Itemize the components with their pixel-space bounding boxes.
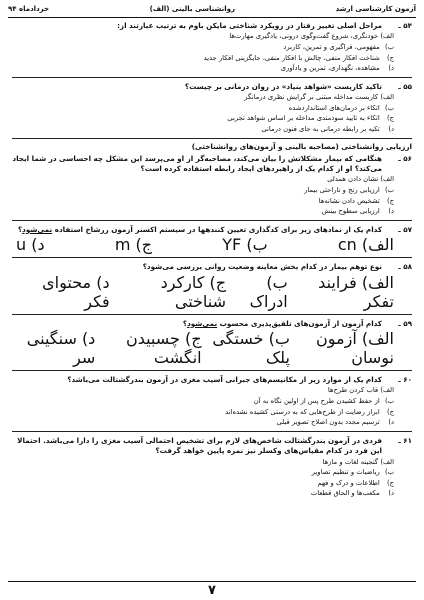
option-b[interactable]: ب) ریاضیات و تنظیم تصاویر (311, 468, 394, 477)
option-d[interactable]: د) محتوای فکر (42, 272, 110, 311)
option-a[interactable]: الف) نشان دادن همدلی (327, 175, 394, 184)
option-b[interactable]: ب) ارزیابی رنج و ناراحتی بیمار (304, 185, 394, 194)
question-number: ۵۷ ـ (398, 224, 412, 234)
question-number: ۵۸ ـ (398, 262, 412, 272)
option-a[interactable]: الف) cn (337, 235, 394, 255)
option-d[interactable]: د) u (16, 235, 45, 255)
option-a[interactable]: الف) قاب کردن طرح‌ها (327, 386, 394, 395)
divider (12, 220, 412, 221)
emphasis-negation: نمی‌شود (22, 224, 53, 234)
question-58 (12, 260, 412, 311)
option-a[interactable]: الف) فرایند تفکر (318, 272, 394, 311)
option-d[interactable]: د) مشاهده، نگهداری، تمرین و یادآوری (280, 64, 394, 73)
footer-divider (8, 581, 416, 582)
subject-title: روانشناسی بالینی (الف) (149, 5, 235, 13)
question-text: تاکید کاریست «شواهد بنیاد» در روان درمانی بر چیست؟ (184, 81, 382, 91)
divider (12, 77, 412, 78)
option-c[interactable]: ج) ابراز رضایت از طرح‌هایی که به درستی کشیده نشده‌اند (225, 407, 394, 416)
question-number: ۵۶ ـ (398, 153, 412, 163)
section-heading: ارزیابی روانشناختی (مصاحبه بالینی و آزمون‌های روانشناختی) (191, 141, 412, 151)
option-d[interactable]: د) تکیه بر رابطه درمانی به جای فنون درمانی (261, 124, 394, 133)
option-c[interactable]: ج) اطلاعات و درک و فهم (317, 478, 394, 487)
option-b[interactable]: ب) مفهومی، فراگیری و تمرین، کاربرد (283, 43, 394, 51)
option-d[interactable]: د) ارزیابی سطوح بینش (321, 207, 394, 216)
option-b[interactable]: ب) ادراک (249, 272, 288, 311)
page-number: ۷ (208, 583, 216, 598)
option-c[interactable]: ج) کارکرد شناختی (160, 272, 227, 311)
question-number: ۶۰ ـ (398, 374, 412, 384)
divider (12, 138, 412, 139)
option-c[interactable]: ج) شناخت افکار منفی، چالش با افکار منفی، جایگزینی افکار جدید (203, 53, 394, 62)
option-b[interactable]: ب) YF (222, 235, 268, 255)
question-55 (12, 80, 412, 136)
exam-title: آزمون کارشناسی ارشد (335, 5, 416, 13)
question-number: ۵۵ ـ (398, 81, 412, 91)
question-number: ۵۴ ـ (398, 21, 412, 30)
question-text: هنگامی که بیمار مشکلاتش را بیان می‌کند، مصاحبه‌گر از او می‌پرسد این مشکل چه احساسی در شما ایجاد می‌کند؟ او از کدام یک از راهبردهای ایجاد رابطه استفاده کرده است؟ (12, 153, 382, 173)
question-57 (12, 223, 412, 255)
option-d[interactable]: د) ترسیم مجدد بدون اصلاح تصویر قبلی (276, 418, 394, 427)
option-c[interactable]: ج) تشخیص دادن نشانه‌ها (318, 196, 394, 205)
exam-date: خردادماه ۹۴ (8, 5, 50, 13)
question-61 (12, 434, 412, 500)
option-a[interactable]: الف) خودنگری، شروع گفت‌وگوی درونی، یادگیری مهارت‌ها (229, 32, 394, 41)
header-divider (8, 17, 416, 18)
emphasis-negation: نمی‌شود (187, 318, 218, 328)
option-b[interactable]: ب) از حفظ کشیدن طرح پس از اولین نگاه به آن (253, 396, 394, 405)
question-text: کدام آزمون از آزمون‌های تلفیق‌پذیری محسوب نمی‌شود؟ (182, 318, 382, 328)
question-number: ۵۹ ـ (398, 318, 412, 328)
page-header (8, 3, 416, 15)
divider (12, 431, 412, 432)
divider (12, 257, 412, 258)
question-text: فردی در آزمون بندرگشتالت شاخص‌های لازم برای تشخیص احتمالی آسیب مغزی را دارا می‌باشد. احتمالا این فرد در کدام مقیاس‌های وکسلر نیز نمره پایین خواهد گرفت؟ (17, 435, 382, 456)
option-c[interactable]: ج) اتکاء به تایید سودمندی مداخله بر اساس شواهد تجربی (227, 114, 394, 123)
option-c[interactable]: ج) چسبیدن انگشت (125, 328, 202, 367)
divider (12, 370, 412, 371)
question-56 (12, 152, 412, 218)
option-c[interactable]: ج) m (114, 235, 153, 255)
question-59 (12, 317, 412, 368)
option-b[interactable]: ب) اتکاء بر درمان‌های استانداردشده (288, 103, 394, 112)
option-a[interactable]: الف) کاربست مداخله مبتنی بر گرایش نظری درمانگر (244, 93, 394, 102)
questions-area (12, 19, 412, 578)
option-d[interactable]: د) سنگینی سر (26, 328, 96, 367)
question-text: کدام یک از نمادهای زیر برای کدگذاری تعیین کنندهها در سیستم اکسنر آزمون ررشاخ استفاده نمی‌شود؟ (17, 224, 382, 234)
question-text: نوع توهم بیمار در کدام بخش معاینه وضعیت روانی بررسی می‌شود؟ (142, 262, 382, 272)
question-54 (12, 19, 412, 75)
question-text: مراحل اصلی تغییر رفتار در رویکرد شناختی مایکن باوم به ترتیب عبارتند از: (117, 21, 382, 30)
option-a[interactable]: الف) گنجینه لغات و مازها (322, 457, 394, 466)
question-60 (12, 373, 412, 429)
option-a[interactable]: الف) آزمون نوسان (316, 328, 394, 367)
option-b[interactable]: ب) خستگی پلک (212, 328, 290, 367)
question-number: ۶۱ ـ (398, 435, 412, 445)
question-text: کدام یک از موارد زیر از مکانیسم‌های جبرانی آسیب مغزی در آزمون بندرگشتالت می‌باشد؟ (67, 374, 382, 384)
divider (12, 314, 412, 315)
option-d[interactable]: د) مکعب‌ها و الحاق قطعات (310, 489, 394, 498)
